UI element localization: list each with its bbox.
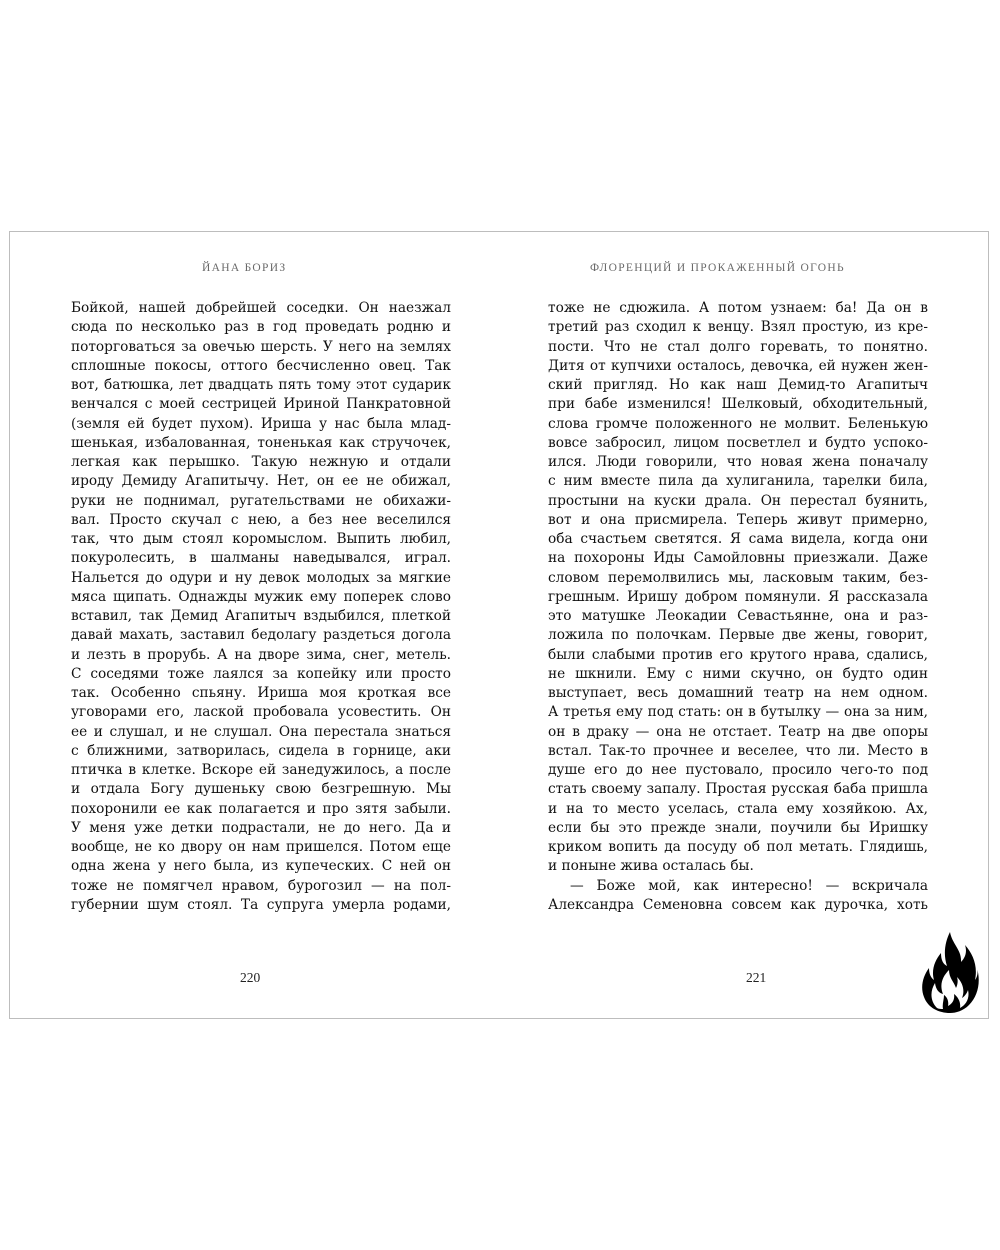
text-line: и на то место уселась, стала ему хозяйкою. Ах, [548, 800, 928, 817]
text-line: уговорами его, лаской пробовала усовестить. Он [71, 704, 451, 721]
text-line: и поныне жива осталась бы. [548, 858, 754, 875]
text-line: если бы это прежде знали, поучили бы Иришку [548, 819, 928, 836]
text-line: ился. Люди говорили, что новая жена поначалу [548, 454, 928, 470]
text-line: третий раз сходил к венцу. Взял простую, из кре- [548, 319, 928, 336]
text-line: А третья ему под стать: он в бутылку — она за ним, [548, 704, 928, 721]
text-line: птичка в клетке. Вскоре ей занедужилось, а после [71, 762, 451, 778]
text-line: слова громче положенного не молвит. Беленькую [548, 415, 928, 432]
text-line: ский пригляд. Но как наш Демид-то Агапитыч [548, 377, 928, 393]
text-line: и отдала Богу душеньку свою безгрешную. Мы [71, 781, 451, 798]
left-page [10, 232, 500, 1018]
text-line: оба счастьем светятся. Я сама видела, когда они [548, 531, 928, 547]
text-line: сплошные покосы, оттого бесчисленно овец. Так [71, 357, 451, 374]
text-line: Нальется до одури и ну девок молодых за мягкие [71, 569, 451, 586]
text-line: одна жена у него была, из купеческих. С ней он [71, 858, 451, 875]
text-line: встал. Так-то прочнее и веселее, что ли. Место в [548, 742, 928, 759]
text-line: так. Особенно спьяну. Ириша моя кроткая все [71, 685, 451, 701]
book-spread [9, 231, 989, 1019]
text-line: выступает, весь домашний театр на нем одном. [548, 685, 928, 701]
text-line: ложила по полочкам. Первые две жены, говорит, [548, 627, 928, 644]
text-line: губернии шум стоял. Та супруга умерла родами, [71, 896, 451, 913]
text-line: ироду Демиду Агапитычу. Нет, он ее не обижал, [71, 473, 451, 490]
flame-icon [921, 930, 979, 1014]
text-line: тоже не сдюжила. А потом узнаем: ба! Да он в [548, 300, 928, 316]
text-line: душе его до нее пустовало, просило чего-то под [548, 762, 928, 778]
text-line: пости. Что не стал долго горевать, то понятно. [548, 338, 928, 355]
text-line: с ближними, затворилась, сидела в горнице, аки [71, 742, 451, 759]
text-line: — Боже мой, как интересно! — вскричала [570, 877, 928, 894]
text-line: так, что дым стоял коромыслом. Выпить любил, [71, 531, 451, 547]
text-line: шенькая, избалованная, тоненькая как стручочек, [71, 434, 451, 451]
text-line: давай махать, заставил бедолагу раздеться догола [71, 627, 451, 644]
right-page-body-text [548, 299, 928, 915]
text-line: У меня уже детки подрастали, не до него. Да и [71, 819, 451, 836]
text-line: были слабыми против его крутого нрава, сдались, [548, 646, 928, 663]
text-line: простыни на куски драла. Он перестал буянить, [548, 492, 928, 509]
text-line: руки не поднимал, ругательствами не обихажи- [71, 492, 451, 509]
page-number: 220 [240, 970, 261, 985]
text-line: вставил, так Демид Агапитыч вздыбился, плеткой [71, 608, 451, 624]
text-line: тоже не помягчел нравом, бурогозил — на пол- [71, 877, 451, 894]
running-head-title: ФЛОРЕНЦИЙ И ПРОКАЖЕННЫЙ ОГОНЬ [590, 262, 845, 274]
text-line: С соседями тоже лаялся за копейку или просто [71, 665, 451, 682]
text-line: вообще, не ко двору он нам пришелся. Потом еще [71, 839, 451, 855]
page-number: 221 [746, 970, 767, 985]
text-line: на похороны Иды Самойловны приезжали. Даже [548, 550, 928, 567]
text-line: это матушке Леокадии Севастьянне, она и раз- [548, 608, 928, 624]
text-line: Александра Семеновна совсем как дурочка, хоть [548, 896, 928, 913]
text-line: стать своему запалу. Простая русская баба пришла [548, 781, 928, 798]
text-line: вот и она присмирела. Теперь живут примерно, [548, 511, 928, 528]
text-line: мяса щипать. Однажды мужик ему поперек слово [71, 588, 451, 605]
text-line: покуролесить, в шалманы наведывался, играл. [71, 550, 451, 567]
text-line: не шкнили. Ему с ними скучно, он будто один [548, 665, 928, 682]
running-head-author: ЙАНА БОРИЗ [202, 262, 287, 274]
text-line: вот, батюшка, лет двадцать пять тому этот сударик [71, 377, 451, 393]
text-line: ее и слушал, и не слушал. Она перестала знаться [71, 723, 451, 740]
text-line: при бабе изменился! Шелковый, обходительный, [548, 396, 928, 413]
text-line: вал. Просто скучал с нею, а без нее веселился [71, 511, 451, 528]
text-line: Бойкой, нашей добрейшей соседки. Он наезжал [71, 300, 451, 316]
text-line: словом перемолвились мы, ласковым таким, без- [548, 569, 928, 586]
text-line: похоронили ее как полагается и про зятя забыли. [71, 800, 451, 817]
text-line: и лезть в прорубь. А на дворе зима, снег, метель. [71, 646, 451, 663]
text-line: с ним вместе пила да хулиганила, тарелки била, [548, 473, 928, 490]
left-page-body-text [71, 299, 451, 915]
text-line: венчался с моей сестрицей Ириной Панкратовной [71, 396, 451, 413]
text-line: криком вопить да посуду об пол метать. Глядишь, [548, 839, 928, 855]
text-line: (земля ей будет пухом). Ириша у нас была млад- [71, 415, 451, 432]
text-line: сюда по несколько раз в год проведать родню и [71, 319, 451, 336]
text-line: он в драку — она не отстает. Театр на две опоры [548, 723, 928, 740]
text-line: грешным. Иришу добром помянули. Я рассказала [548, 588, 928, 605]
text-line: Дитя от купчихи осталось, девочка, ей нужен жен- [548, 357, 928, 374]
text-line: легкая как перышко. Такую нежную и отдали [71, 454, 451, 470]
text-line: вовсе забросил, лицом посветлел и будто успоко- [548, 434, 928, 451]
right-page [500, 232, 990, 1018]
text-line: поторговаться за овечью шерсть. У него на землях [71, 338, 451, 355]
